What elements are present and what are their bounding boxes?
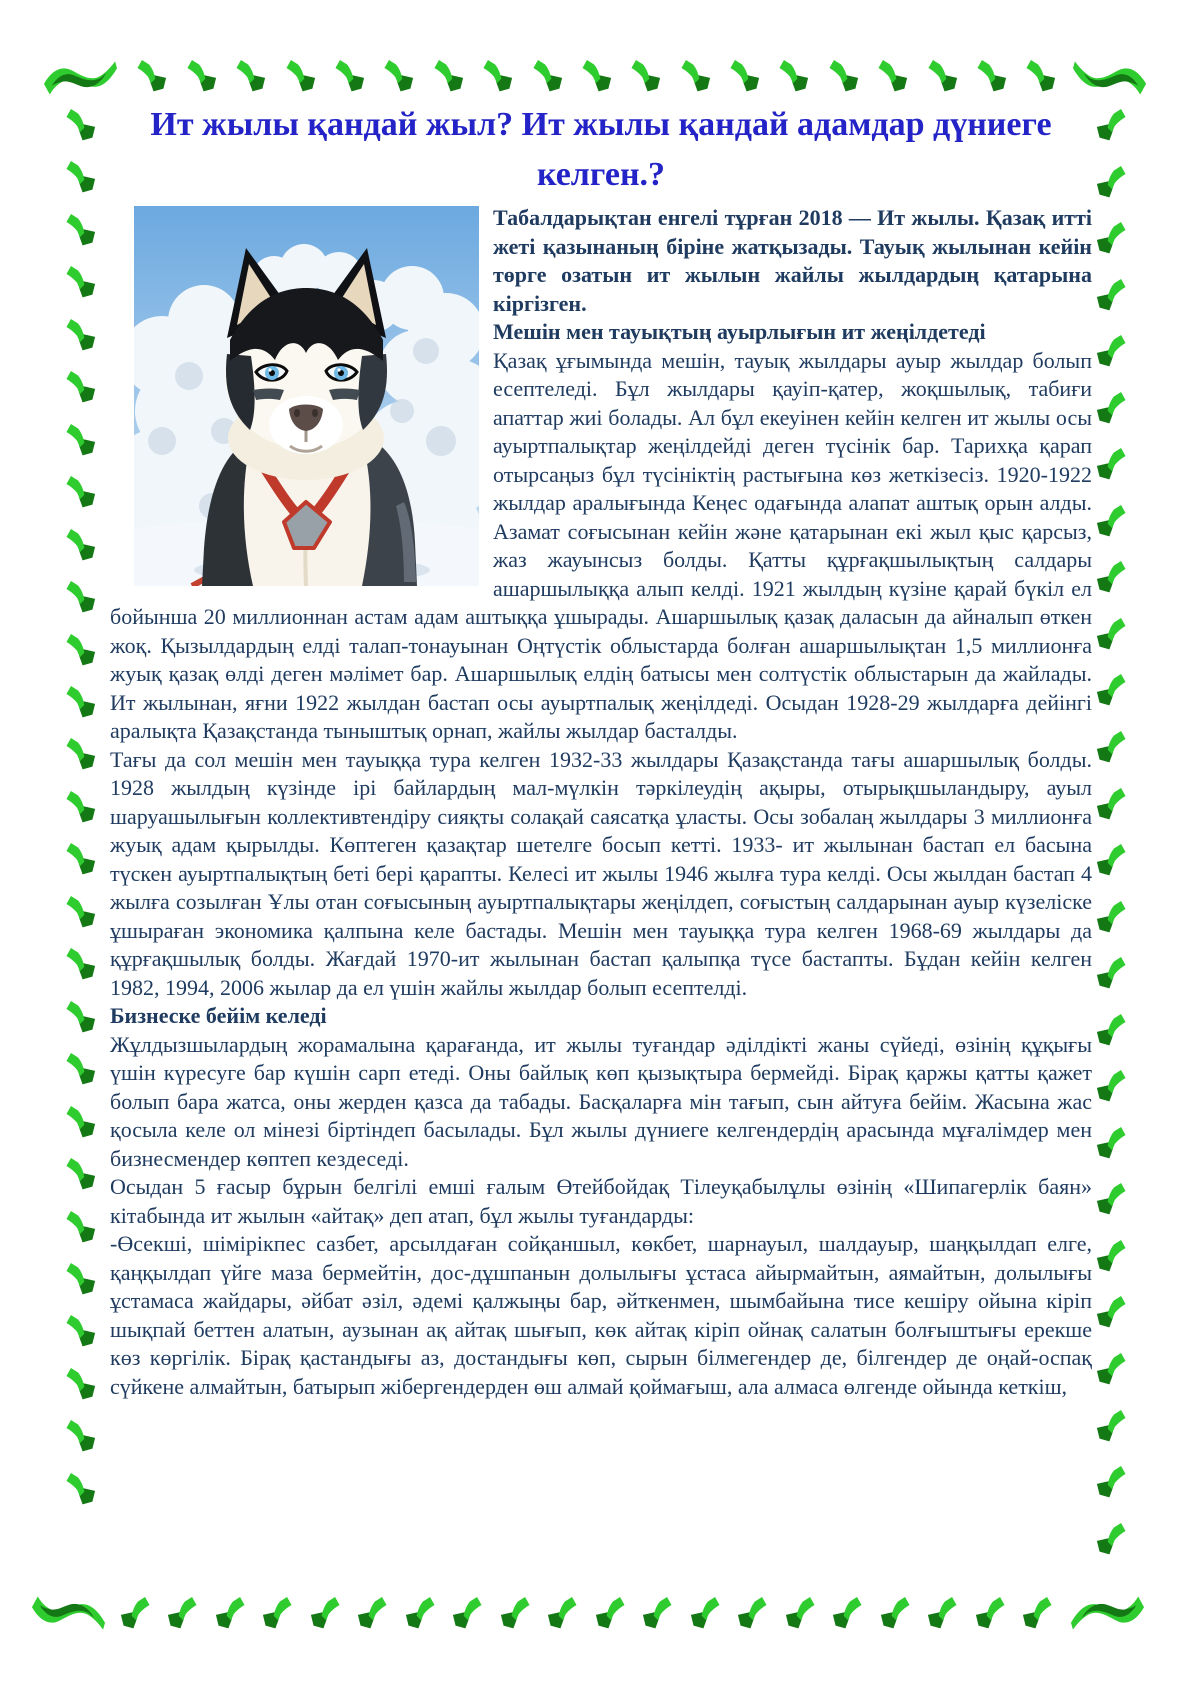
green-checkmark-ornament-icon: [1096, 1182, 1130, 1218]
green-checkmark-ornament-icon: [215, 1596, 249, 1632]
green-checkmark-ornament-icon: [232, 59, 266, 95]
page-title: Ит жылы қандай жыл? Ит жылы қандай адамдар дүниеге келген.?: [150, 106, 1052, 193]
green-checkmark-ornament-icon: [1096, 560, 1130, 596]
green-checkmark-ornament-icon: [62, 947, 96, 983]
green-checkmark-ornament-icon: [1096, 1352, 1130, 1388]
green-checkmark-ornament-icon: [62, 213, 96, 249]
green-checkmark-ornament-icon: [62, 580, 96, 616]
decorative-border-top: [42, 50, 1148, 104]
green-checkmark-ornament-icon: [62, 1262, 96, 1298]
green-checkmark-ornament-icon: [62, 160, 96, 196]
green-checkmark-ornament-icon: [1096, 956, 1130, 992]
green-checkmark-ornament-icon: [500, 1596, 534, 1632]
green-checkmark-ornament-icon: [690, 1596, 724, 1632]
green-checkmark-ornament-icon: [595, 1596, 629, 1632]
decorative-border-right: [1092, 108, 1134, 1558]
green-checkmark-ornament-icon: [62, 1367, 96, 1403]
green-checkmark-ornament-icon: [62, 1000, 96, 1036]
green-checkmark-ornament-icon: [874, 59, 908, 95]
green-checkmark-ornament-icon: [927, 1596, 961, 1632]
green-ribbon-ornament-icon: [1070, 1593, 1146, 1635]
paragraph: Жұлдызшылардың жорамалына қарағанда, ит жылы туғандар әділдікті жаны сүйеді, өзінің құқығы үшін күресуге бар күшін сарп етеді. Оны байлық көп қызықтыра бермейді. Бірақ қаржы қатты қажет болып бара жатса, оны жерден қазса да табады. Басқаларға мін тағып, сын айтуға бейім. Жасына жас қосыла келе ол мінезі біртіндеп басылады. Бұл жылы дүниеге келгендердің арасында мұғалімдер мен бизнесмендер көптеп кездеседі.: [110, 1031, 1092, 1171]
paragraph: -Өсекші, шімірікпес сазбет, арсылдаған сойқаншыл, көкбет, шарнауыл, шалдауыр, шаңқылдап елге, қаңқылдап үйге маза бермейтін, дос-дұшпанын долылығы ұстаса айырмайтын, аямайтын, долылығы ұстамаса жайдары, әйбат әзіл, әдемі қалжыңы бар, әйткенмен, шымбайына тисе кешіру ойына кіріп шықпай беттен алатын, аузынан ақ айтақ шығып, көк айтақ кіріп ойнақ салатын болғыштығы ерекше көз көргілік. Бірақ қастандығы аз, достандығы көп, сырын білмегендер де, білгендер де оңай-оспақ сүйкене алмайтын, батырып жібергендерден өш алмай қоймағыш, ала алмаса өлгенде ойында кеткіш,: [110, 1231, 1092, 1399]
green-checkmark-ornament-icon: [282, 59, 316, 95]
green-checkmark-ornament-icon: [1096, 787, 1130, 823]
section-heading-2: Бизнеске бейім келеді: [110, 1003, 327, 1028]
article: [110, 100, 1092, 1401]
green-checkmark-ornament-icon: [62, 842, 96, 878]
green-checkmark-ornament-icon: [62, 1210, 96, 1246]
green-checkmark-ornament-icon: [737, 1596, 771, 1632]
green-checkmark-ornament-icon: [627, 59, 661, 95]
green-checkmark-ornament-icon: [62, 1419, 96, 1455]
green-checkmark-ornament-icon: [1096, 1295, 1130, 1331]
green-checkmark-ornament-icon: [880, 1596, 914, 1632]
green-checkmark-ornament-icon: [62, 1157, 96, 1193]
green-checkmark-ornament-icon: [62, 1052, 96, 1088]
green-ribbon-ornament-icon: [42, 56, 118, 98]
decorative-border-bottom: [30, 1584, 1146, 1644]
green-checkmark-ornament-icon: [677, 59, 711, 95]
green-checkmark-ornament-icon: [331, 59, 365, 95]
green-checkmark-ornament-icon: [1096, 447, 1130, 483]
green-checkmark-ornament-icon: [62, 108, 96, 144]
green-checkmark-ornament-icon: [62, 633, 96, 669]
paragraph: Қазақ ұғымында мешін, тауық жылдары ауыр жылдар болып есептеледі. Бұл жылдары қауіп-қатер, жоқшылық, табиғи апаттар жиі болады. Ал бұл екеуінен кейін келген ит жылы осы ауыртпалықтар жеңілдейді деген түсінік бар. Тарихқа қарап отырсаңыз бұл түсініктің растығына көз жеткізесіз. 1920-1922 жылдар аралығында Кеңес одағында алапат аштық орын алды. Азамат соғысынан кейін және қатарынан екі жыл қыс қарсыз, жаз жауынсыз болды. Қатты құрғақшылықтың салдары ашаршылыққа алып келді. 1921 жылдың күзіне қарай бүкіл ел бойынша 20 миллионнан астам адам аштыққа ұшырады. Ашаршылық қазақ даласын да айналып өткен жоқ. Қызылдардың елді талап-тонауынан Оңтүстік облыстарда болған ашаршылықтан 1,5 миллионға жуық қазақ өлді деген мәлімет бар. Ашаршылық елдің батысы мен солтүстік облыстарын да жайлады. Ит жылынан, яғни 1922 жылдан бастап осы ауыртпалық жеңілдеді. Осыдан 1928-29 жылдарға дейінгі аралықта Қазақстанда тыныштық орнап, жайлы жылдар басталды.: [110, 347, 1092, 743]
green-checkmark-ornament-icon: [430, 59, 464, 95]
green-checkmark-ornament-icon: [785, 1596, 819, 1632]
green-checkmark-ornament-icon: [1096, 843, 1130, 879]
green-checkmark-ornament-icon: [62, 423, 96, 459]
green-checkmark-ornament-icon: [1096, 1013, 1130, 1049]
green-checkmark-ornament-icon: [62, 265, 96, 301]
green-checkmark-ornament-icon: [578, 59, 612, 95]
green-checkmark-ornament-icon: [547, 1596, 581, 1632]
green-checkmark-ornament-icon: [1096, 278, 1130, 314]
green-checkmark-ornament-icon: [726, 59, 760, 95]
green-checkmark-ornament-icon: [1096, 108, 1130, 144]
green-checkmark-ornament-icon: [452, 1596, 486, 1632]
green-checkmark-ornament-icon: [62, 685, 96, 721]
green-checkmark-ornament-icon: [642, 1596, 676, 1632]
decorative-border-left: [58, 108, 100, 1508]
green-checkmark-ornament-icon: [1096, 1409, 1130, 1445]
green-checkmark-ornament-icon: [62, 790, 96, 826]
green-checkmark-ornament-icon: [62, 318, 96, 354]
green-ribbon-ornament-icon: [1072, 56, 1148, 98]
green-checkmark-ornament-icon: [1096, 1239, 1130, 1275]
green-checkmark-ornament-icon: [1096, 221, 1130, 257]
green-checkmark-ornament-icon: [1096, 900, 1130, 936]
green-ribbon-ornament-icon: [30, 1593, 106, 1635]
husky-photo: [134, 206, 479, 586]
green-checkmark-ornament-icon: [1096, 1522, 1130, 1558]
green-checkmark-ornament-icon: [775, 59, 809, 95]
green-checkmark-ornament-icon: [405, 1596, 439, 1632]
green-checkmark-ornament-icon: [62, 528, 96, 564]
green-checkmark-ornament-icon: [1096, 504, 1130, 540]
green-checkmark-ornament-icon: [924, 59, 958, 95]
green-checkmark-ornament-icon: [1096, 673, 1130, 709]
green-checkmark-ornament-icon: [1096, 334, 1130, 370]
green-checkmark-ornament-icon: [973, 59, 1007, 95]
green-checkmark-ornament-icon: [357, 1596, 391, 1632]
green-checkmark-ornament-icon: [529, 59, 563, 95]
green-checkmark-ornament-icon: [62, 737, 96, 773]
paragraph: Тағы да сол мешін мен тауыққа тура келген 1932-33 жылдары Қазақстанда тағы ашаршылық болды. 1928 жылдың күзінде ірі байлардың мал-мүлкін тәркілеудің ақыры, отырықшыландыру, ауыл шаруашылығын коллективтендіру сияқты солақай саясатқа ұласты. Осы зобалаң жылдары 3 миллионға жуық адам қырылды. Көптеген қазақтар шетелге босып кетті. 1933- ит жылынан бастап ел басына түскен ауыртпалықтың беті бері қарапты. Келесі ит жылы 1946 жылға тура келді. Осы жылдан бастап 4 жылға созылған Ұлы отан соғысының ауыртпалықтары жеңілдеп, соғыстың салдарынан ауыр күзеліске ұшыраған экономика қалпына келе бастады. Мешін мен тауыққа тура келген 1968-69 жылдары да құрғақшылық болды. Жағдай 1970-ит жылынан бастап қалыпқа түсе бастапты. Бұдан кейін келген 1982, 1994, 2006 жылар да ел үшін жайлы жылдар болып есептелді.: [110, 746, 1092, 1000]
green-checkmark-ornament-icon: [825, 59, 859, 95]
green-checkmark-ornament-icon: [1096, 1126, 1130, 1162]
green-checkmark-ornament-icon: [380, 59, 414, 95]
green-checkmark-ornament-icon: [62, 475, 96, 511]
paragraph: Осыдан 5 ғасыр бұрын белгілі емші ғалым Өтейбойдақ Тілеуқабылұлы өзінің «Шипагерлік баян» кітабында ит жылын «айтақ» деп атап, бұл жылы туғандарды:: [110, 1174, 1092, 1228]
green-checkmark-ornament-icon: [62, 370, 96, 406]
green-checkmark-ornament-icon: [62, 895, 96, 931]
green-checkmark-ornament-icon: [310, 1596, 344, 1632]
green-checkmark-ornament-icon: [975, 1596, 1009, 1632]
green-checkmark-ornament-icon: [1096, 165, 1130, 201]
green-checkmark-ornament-icon: [62, 1105, 96, 1141]
green-checkmark-ornament-icon: [62, 1472, 96, 1508]
green-checkmark-ornament-icon: [120, 1596, 154, 1632]
green-checkmark-ornament-icon: [262, 1596, 296, 1632]
section-heading-1: Мешін мен тауықтың ауырлығын ит жеңілдетеді: [493, 319, 986, 344]
green-checkmark-ornament-icon: [133, 59, 167, 95]
green-checkmark-ornament-icon: [1096, 1069, 1130, 1105]
article-body: [110, 204, 1092, 1401]
green-checkmark-ornament-icon: [1096, 617, 1130, 653]
green-checkmark-ornament-icon: [1096, 730, 1130, 766]
green-checkmark-ornament-icon: [1096, 1465, 1130, 1501]
green-checkmark-ornament-icon: [183, 59, 217, 95]
intro-paragraph: Табалдарықтан енгелі тұрған 2018 — Ит жылы. Қазақ итті жеті қазынаның біріне жатқызады. Тауық жылынан кейін төрге озатын ит жылын жайлы жылдардың қатарына кіргізген.: [493, 205, 1092, 316]
green-checkmark-ornament-icon: [832, 1596, 866, 1632]
green-checkmark-ornament-icon: [1022, 59, 1056, 95]
green-checkmark-ornament-icon: [1096, 391, 1130, 427]
green-checkmark-ornament-icon: [1022, 1596, 1056, 1632]
green-checkmark-ornament-icon: [62, 1314, 96, 1350]
green-checkmark-ornament-icon: [479, 59, 513, 95]
green-checkmark-ornament-icon: [167, 1596, 201, 1632]
